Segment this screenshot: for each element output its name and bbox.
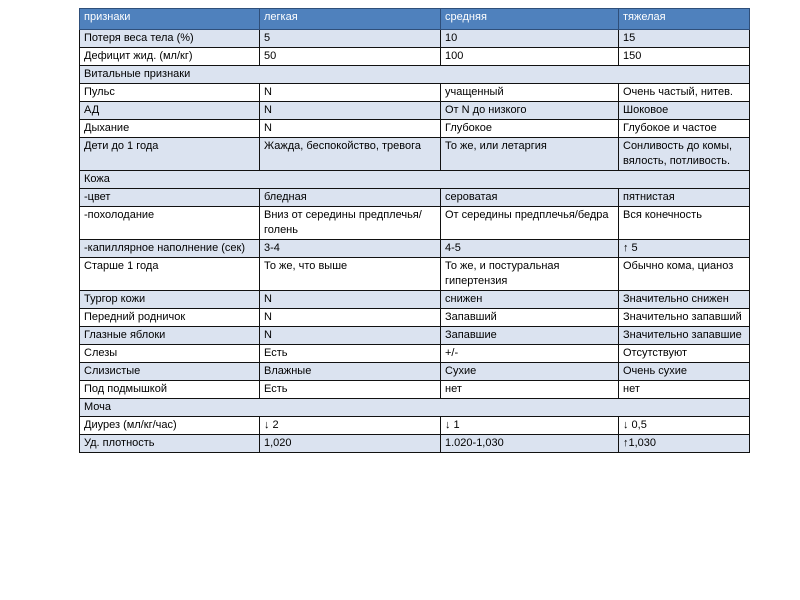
cell-sign: Старше 1 года xyxy=(80,258,260,291)
table-row xyxy=(80,417,750,435)
cell-severe: Шоковое xyxy=(619,102,750,120)
cell-severe: 15 xyxy=(619,30,750,48)
cell-mild: N xyxy=(260,120,441,138)
header-mild: легкая xyxy=(260,9,441,30)
header-moderate: средняя xyxy=(441,9,619,30)
table-row xyxy=(80,345,750,363)
cell-severe: 150 xyxy=(619,48,750,66)
section-title: Витальные признаки xyxy=(80,66,750,84)
cell-severe: Значительно снижен xyxy=(619,291,750,309)
table-body xyxy=(80,30,750,453)
cell-severe: Значительно запавшие xyxy=(619,327,750,345)
cell-sign: Слезы xyxy=(80,345,260,363)
cell-moderate: 100 xyxy=(441,48,619,66)
table-row xyxy=(80,309,750,327)
header-row xyxy=(80,9,750,30)
cell-mild: Влажные xyxy=(260,363,441,381)
cell-moderate: 10 xyxy=(441,30,619,48)
cell-moderate: От N до низкого xyxy=(441,102,619,120)
cell-moderate: 1.020-1,030 xyxy=(441,435,619,453)
cell-severe: Очень частый, нитев. xyxy=(619,84,750,102)
table-row xyxy=(80,102,750,120)
table-row xyxy=(80,363,750,381)
cell-severe: ↑1,030 xyxy=(619,435,750,453)
cell-moderate: То же, или летаргия xyxy=(441,138,619,171)
cell-sign: -похолодание xyxy=(80,207,260,240)
cell-mild: Вниз от середины предплечья/голень xyxy=(260,207,441,240)
cell-moderate: сероватая xyxy=(441,189,619,207)
section-row xyxy=(80,399,750,417)
cell-sign: Потеря веса тела (%) xyxy=(80,30,260,48)
table-row xyxy=(80,120,750,138)
table-row xyxy=(80,291,750,309)
section-row xyxy=(80,66,750,84)
cell-sign: Дети до 1 года xyxy=(80,138,260,171)
cell-moderate: Сухие xyxy=(441,363,619,381)
cell-mild: N xyxy=(260,309,441,327)
cell-severe: нет xyxy=(619,381,750,399)
cell-mild: ↓ 2 xyxy=(260,417,441,435)
cell-severe: пятнистая xyxy=(619,189,750,207)
section-row xyxy=(80,171,750,189)
cell-moderate: ↓ 1 xyxy=(441,417,619,435)
cell-mild: бледная xyxy=(260,189,441,207)
cell-moderate: учащенный xyxy=(441,84,619,102)
cell-mild: N xyxy=(260,291,441,309)
table-row xyxy=(80,240,750,258)
table-row xyxy=(80,138,750,171)
cell-moderate: снижен xyxy=(441,291,619,309)
table-row xyxy=(80,48,750,66)
cell-sign: Уд. плотность xyxy=(80,435,260,453)
cell-mild: N xyxy=(260,102,441,120)
cell-mild: 1,020 xyxy=(260,435,441,453)
cell-severe: Значительно запавший xyxy=(619,309,750,327)
table-row xyxy=(80,258,750,291)
cell-sign: Передний родничок xyxy=(80,309,260,327)
table-row xyxy=(80,381,750,399)
cell-severe: Отсутствуют xyxy=(619,345,750,363)
table-row xyxy=(80,189,750,207)
header-severe: тяжелая xyxy=(619,9,750,30)
cell-mild: Есть xyxy=(260,381,441,399)
cell-moderate: 4-5 xyxy=(441,240,619,258)
dehydration-severity-table xyxy=(79,8,750,453)
cell-sign: -капиллярное наполнение (сек) xyxy=(80,240,260,258)
header-sign: признаки xyxy=(80,9,260,30)
cell-mild: N xyxy=(260,327,441,345)
cell-sign: Тургор кожи xyxy=(80,291,260,309)
cell-sign: Дефицит жид. (мл/кг) xyxy=(80,48,260,66)
cell-mild: 50 xyxy=(260,48,441,66)
cell-severe: Обычно кома, цианоз xyxy=(619,258,750,291)
table-row xyxy=(80,327,750,345)
cell-mild: 3-4 xyxy=(260,240,441,258)
section-title: Кожа xyxy=(80,171,750,189)
cell-sign: АД xyxy=(80,102,260,120)
cell-severe: Вся конечность xyxy=(619,207,750,240)
cell-mild: То же, что выше xyxy=(260,258,441,291)
cell-severe: Очень сухие xyxy=(619,363,750,381)
cell-severe: Сонливость до комы, вялость, потливость. xyxy=(619,138,750,171)
cell-moderate: Глубокое xyxy=(441,120,619,138)
cell-mild: N xyxy=(260,84,441,102)
cell-sign: Дыхание xyxy=(80,120,260,138)
cell-severe: ↓ 0,5 xyxy=(619,417,750,435)
cell-moderate: Запавший xyxy=(441,309,619,327)
cell-mild: Жажда, беспокойство, тревога xyxy=(260,138,441,171)
table-row xyxy=(80,30,750,48)
cell-moderate: нет xyxy=(441,381,619,399)
section-title: Моча xyxy=(80,399,750,417)
cell-moderate: То же, и постуральная гипертензия xyxy=(441,258,619,291)
cell-sign: Пульс xyxy=(80,84,260,102)
table-row xyxy=(80,84,750,102)
cell-moderate: +/- xyxy=(441,345,619,363)
cell-sign: Глазные яблоки xyxy=(80,327,260,345)
cell-moderate: От середины предплечья/бедра xyxy=(441,207,619,240)
cell-severe: Глубокое и частое xyxy=(619,120,750,138)
table-row xyxy=(80,435,750,453)
cell-severe: ↑ 5 xyxy=(619,240,750,258)
cell-mild: Есть xyxy=(260,345,441,363)
cell-sign: Слизистые xyxy=(80,363,260,381)
cell-sign: Под подмышкой xyxy=(80,381,260,399)
cell-mild: 5 xyxy=(260,30,441,48)
cell-sign: -цвет xyxy=(80,189,260,207)
cell-sign: Диурез (мл/кг/час) xyxy=(80,417,260,435)
table-row xyxy=(80,207,750,240)
cell-moderate: Запавшие xyxy=(441,327,619,345)
